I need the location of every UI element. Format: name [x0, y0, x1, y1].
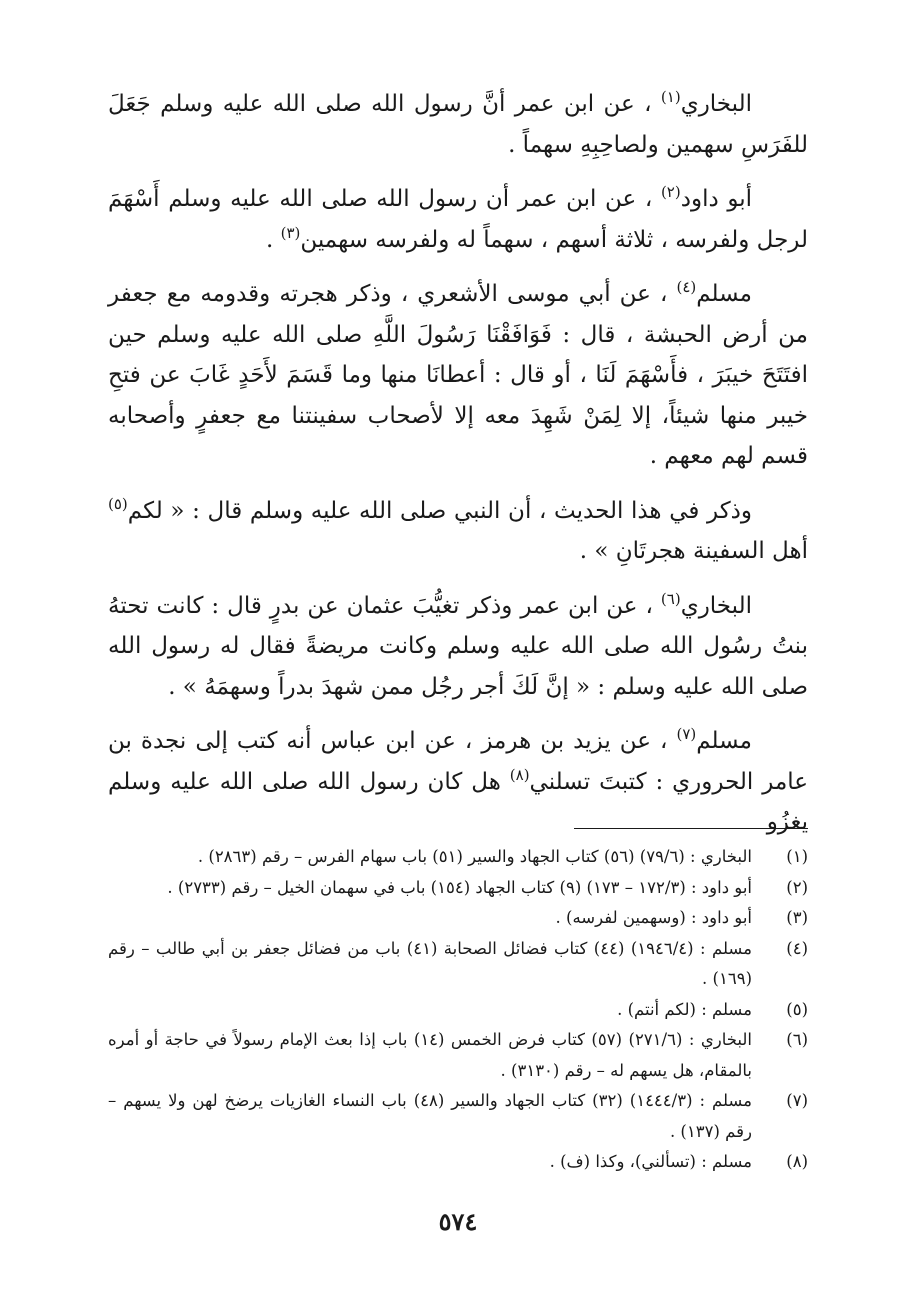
footnote-number: (٤) — [786, 938, 808, 958]
footnote-ref: (٦) — [660, 589, 681, 608]
paragraph — [108, 84, 808, 165]
footnote-number: (٧) — [786, 1091, 808, 1110]
paragraph — [108, 586, 808, 708]
footnote-number: (١) — [786, 847, 808, 866]
footnote-ref: (٢) — [660, 183, 681, 201]
footnote — [108, 1147, 808, 1178]
text-run: ، عن يزيد بن هرمز ، عن ابن عباس أنه كتب إلى نجدة بن عامر الحروري : كتبتَ تسلني — [108, 728, 808, 795]
footnote-text: مسلم : (لكم أنتم) . — [617, 999, 752, 1019]
text-run: ، عن ابن عمر أن رسول الله صلى الله عليه وسلم أَسْهَمَ لرجل ولفرسه ، ثلاثة أسهم ، سهماً له ولفرسه سهمين — [108, 186, 808, 253]
footnote-ref: (٨) — [509, 765, 530, 784]
footnote — [108, 934, 808, 995]
paragraph — [108, 274, 808, 477]
footnote — [108, 1025, 808, 1086]
text-run: أبو داود — [680, 186, 753, 212]
text-run: . — [265, 226, 281, 253]
text-run: ، عن أبي موسى الأشعري ، وذكر هجرته وقدومه مع جعفر من أرض الحبشة ، قال : فَوَافَقْنَا رَسُولَ اللَّهِ صلى الله عليه وسلم حين افتَتَحَ خيبَرَ ، فأَسْهَمَ لَنَا ، أو قال : أعطانَا منها وما قَسَمَ لأَحَدٍ غَابَ عن فتحِ خيبر منها شيئاً، إلا لِمَنْ شَهِدَ معه إلا لأصحاب سفينتنا مع جعفرٍ وأصحابه قسم لهم معهم . — [108, 281, 808, 469]
footnote-text: أبو داود : (وسهمين لفرسه) . — [555, 908, 752, 927]
footnote — [108, 873, 808, 904]
text-run: هل كان رسول الله صلى الله عليه وسلم يغزُو — [108, 768, 808, 835]
text-run: البخاري — [680, 592, 752, 619]
text-run: أهل السفينة هجرتَانِ » . — [579, 538, 808, 564]
footnote-ref: (٥) — [108, 494, 128, 513]
text-run: مسلم — [696, 728, 752, 754]
footnote-number: (٢) — [786, 877, 808, 897]
footnote-number: (٦) — [786, 1030, 808, 1049]
footnote-text: البخاري : (٢٧١/٦) (٥٧) كتاب فرض الخمس (١٤) باب إذا بعث الإمام رسولاً في حاجة أو أمره بالمقام، هل يسهم له – رقم (٣١٣٠) . — [108, 1030, 752, 1080]
footnote-separator — [574, 828, 808, 829]
footnote-text: أبو داود : (١٧٢/٣ – ١٧٣) (٩) كتاب الجهاد (١٥٤) باب في سهمان الخيل – رقم (٢٧٣٣) . — [167, 877, 752, 897]
page-number: ٥٧٤ — [438, 1207, 478, 1236]
footnote-text: مسلم : (١٤٤٤/٣) (٣٢) كتاب الجهاد والسير (٤٨) باب النساء الغازيات يرضخ لهن ولا يسهم – رقم (١٣٧) . — [108, 1091, 752, 1141]
footnote-number: (٣) — [786, 908, 808, 927]
text-run: وذكر في هذا الحديث ، أن النبي صلى الله عليه وسلم قال : « لكم — [127, 497, 752, 524]
main-text — [108, 84, 808, 857]
footnote — [108, 903, 808, 934]
paragraph — [108, 491, 808, 572]
footnote — [108, 995, 808, 1026]
footnote — [108, 842, 808, 873]
text-run: البخاري — [680, 91, 752, 117]
footnote-text: مسلم : (١٩٤٦/٤) (٤٤) كتاب فضائل الصحابة (٤١) باب من فضائل جعفر بن أبي طالب – رقم (١٦٩) . — [108, 938, 752, 988]
footnote-number: (٨) — [786, 1152, 808, 1171]
footnote-text: البخاري : (٧٩/٦) (٥٦) كتاب الجهاد والسير (٥١) باب سهام الفرس – رقم (٢٨٦٣) . — [197, 847, 752, 866]
paragraph — [108, 721, 808, 843]
text-run: ، عن ابن عمر وذكر تغيُّبَ عثمان عن بدرٍ قال : كانت تحتهُ بنتُ رسُول الله صلى الله عليه وسلم وكانت مريضةً فقال له رسول الله صلى الله عليه وسلم : « إنَّ لَكَ أجر رجُل ممن شهدَ بدراً وسهمَهُ » . — [108, 592, 808, 700]
text-run: ، عن ابن عمر أنَّ رسول الله صلى الله عليه وسلم جَعَلَ للفَرَسِ سهمين ولصاحِبِهِ سهماً . — [108, 91, 808, 158]
text-run: مسلم — [696, 281, 752, 307]
paragraph — [108, 179, 808, 260]
footnote-number: (٥) — [786, 999, 808, 1019]
footnote-ref: (٣) — [280, 223, 301, 242]
footnote-ref: (٤) — [676, 278, 697, 296]
footnotes — [108, 842, 808, 1178]
footnote-text: مسلم : (تسألني)، وكذا (ف) . — [549, 1152, 752, 1171]
footnote-ref: (١) — [660, 88, 681, 106]
footnote — [108, 1086, 808, 1147]
footnote-ref: (٧) — [676, 725, 697, 743]
